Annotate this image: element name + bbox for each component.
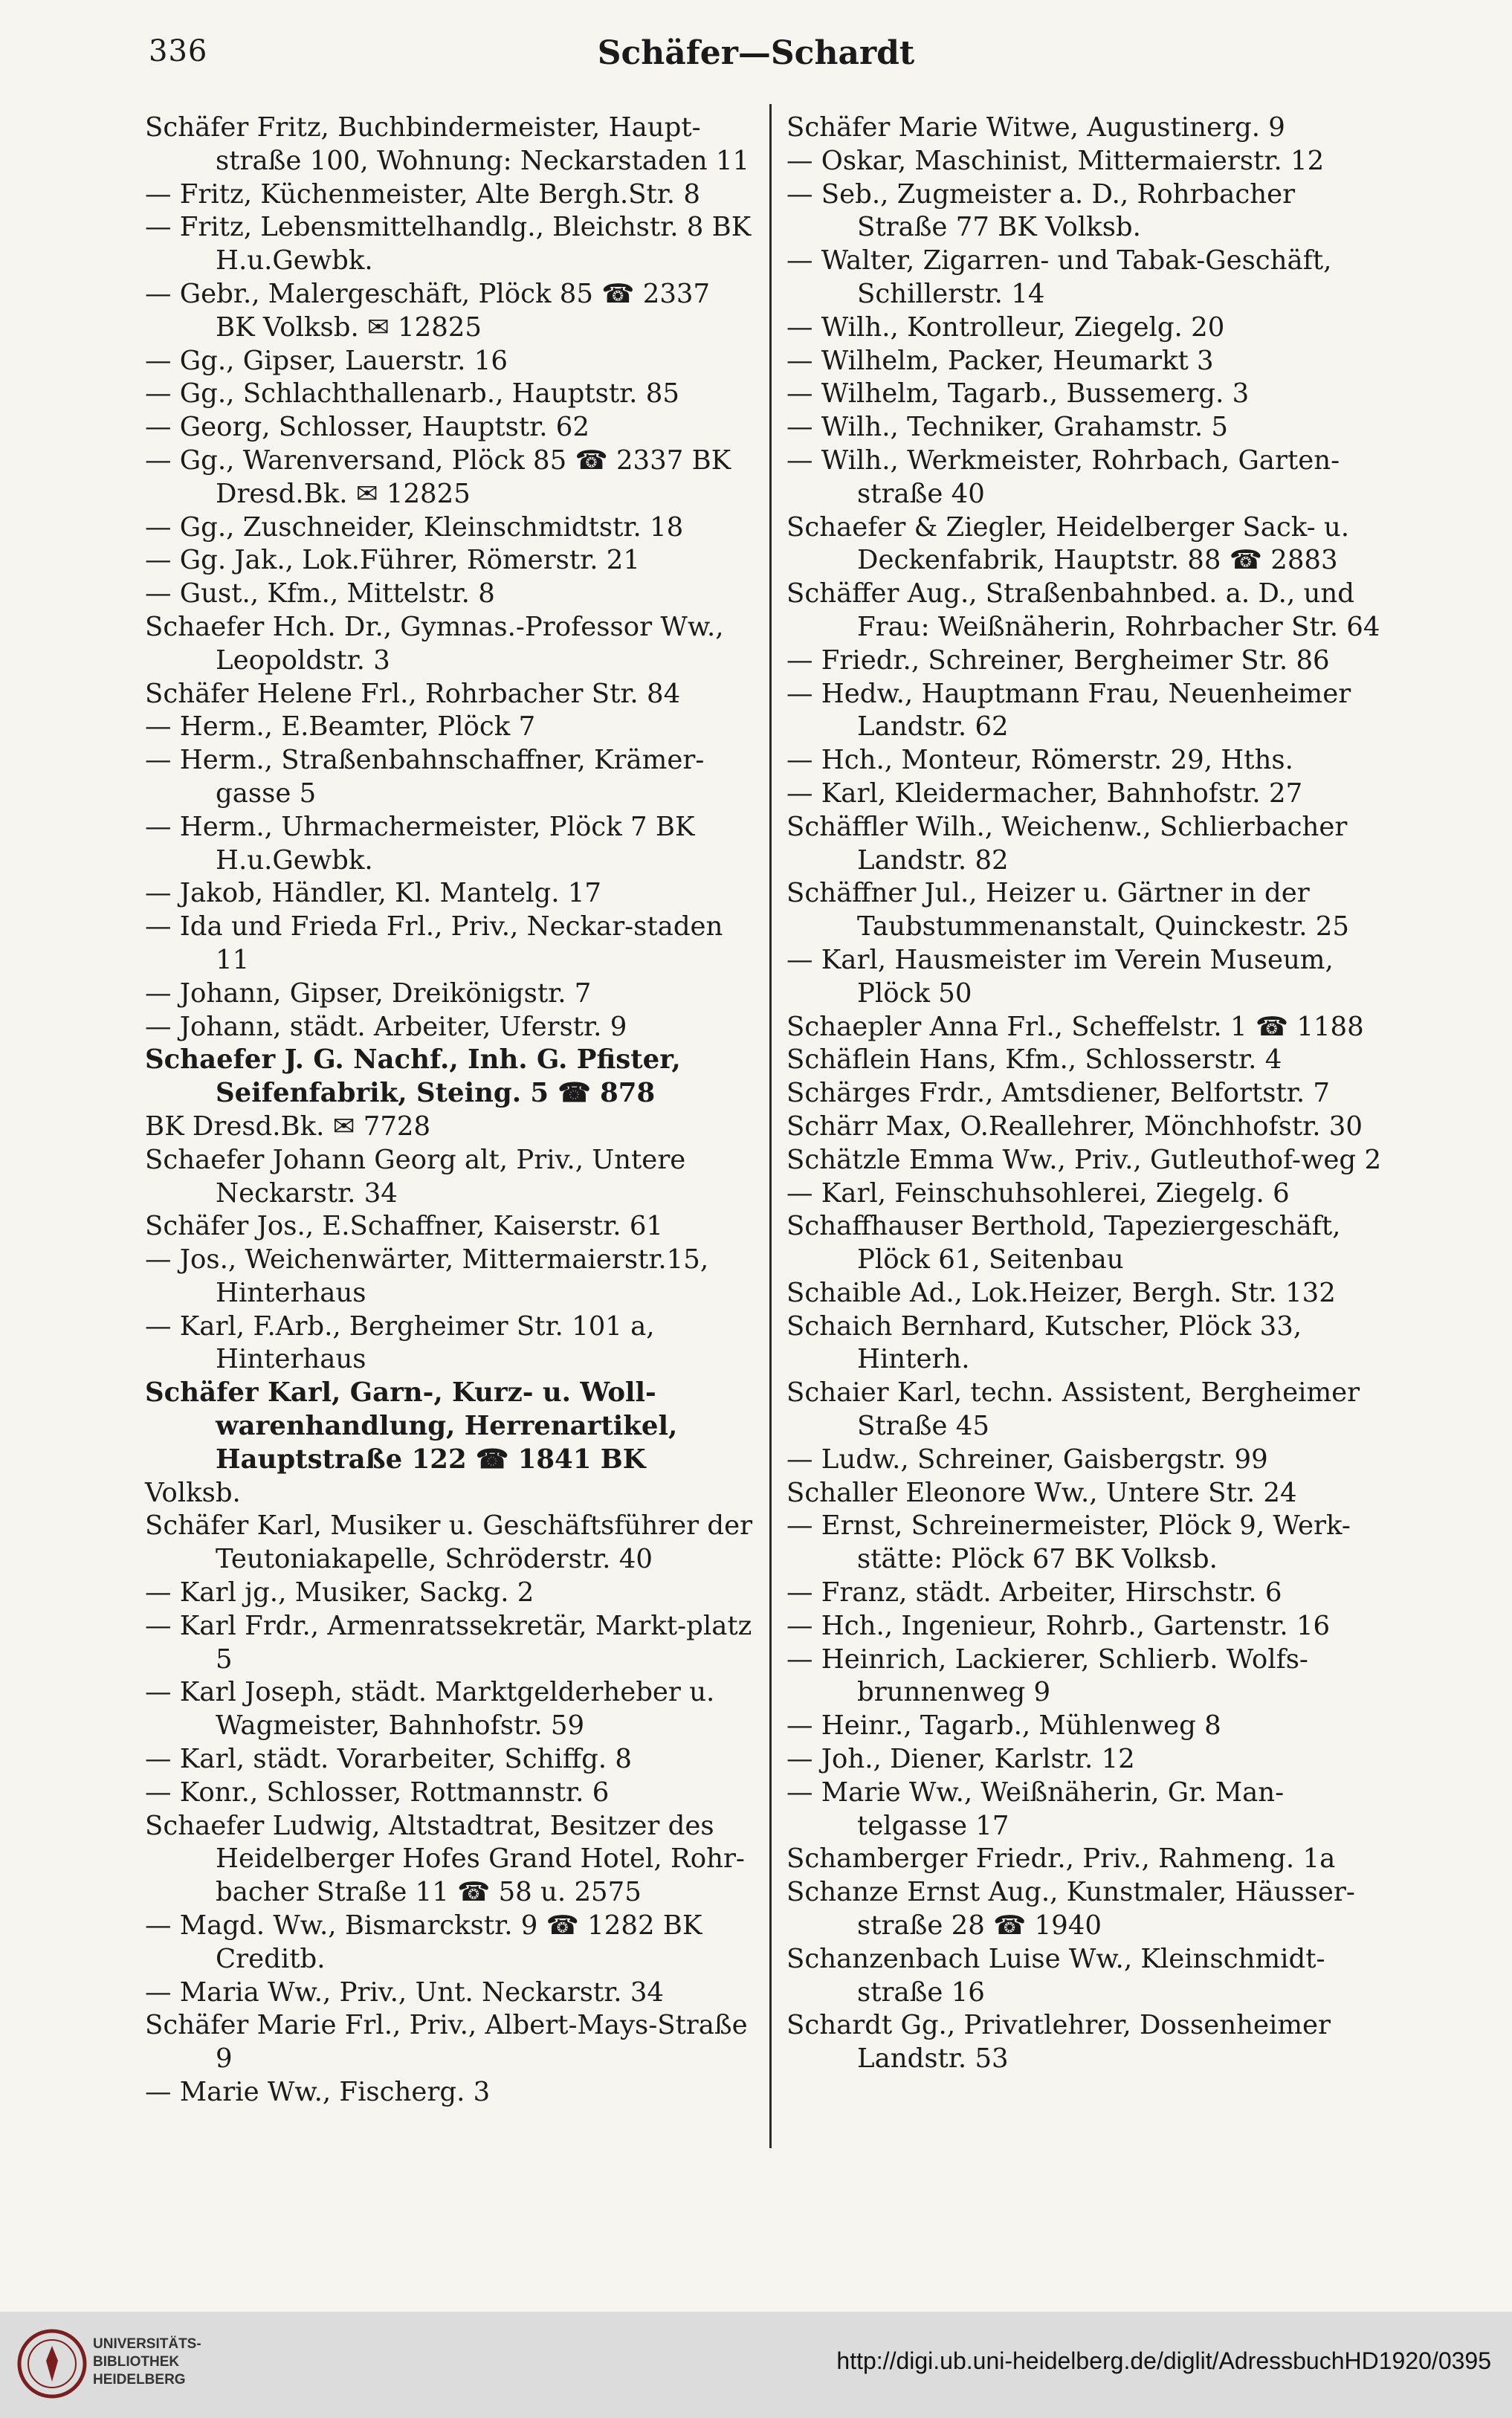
directory-entry: Schäfer Marie Frl., Priv., Albert-Mays-Straße 9 (145, 2010, 748, 2075)
directory-entry: Schäfer Helene Frl., Rohrbacher Str. 84 (145, 678, 681, 709)
directory-entry: — Karl, Hausmeister im Verein Museum, Plöck 50 (786, 944, 1334, 1009)
directory-entry: — Wilhelm, Packer, Heumarkt 3 (786, 345, 1214, 376)
directory-entry: — Wilh., Techniker, Grahamstr. 5 (786, 412, 1229, 443)
directory-entry: — Jos., Weichenwärter, Mittermaierstr.15, Hinterhaus (145, 1244, 709, 1308)
directory-entry: Schaefer Ludwig, Altstadtrat, Besitzer des Heidelberger Hofes Grand Hotel, Rohr-bacher Straße 11 ☎ 58 u. 2575 (145, 1810, 745, 1908)
directory-entry: Schaefer Johann Georg alt, Priv., Untere Neckarstr. 34 (145, 1144, 686, 1209)
directory-entry: — Karl jg., Musiker, Sackg. 2 (145, 1577, 534, 1609)
directory-entry: — Karl Joseph, städt. Marktgelderheber u. Wagmeister, Bahnhofstr. 59 (145, 1677, 715, 1742)
university-seal-icon (15, 2327, 89, 2401)
right-column (786, 111, 1392, 2076)
directory-entry: Schaefer J. G. Nachf., Inh. G. Pfister, Seifenfabrik, Steing. 5 ☎ 878 (145, 1044, 681, 1109)
directory-entry: — Konr., Schlosser, Rottmannstr. 6 (145, 1777, 610, 1808)
directory-entry: Schaich Bernhard, Kutscher, Plöck 33, Hinterh. (786, 1310, 1302, 1375)
running-head: Schäfer—Schardt (597, 34, 915, 72)
directory-entry: — Johann, städt. Arbeiter, Uferstr. 9 (145, 1011, 627, 1042)
directory-entry: — Marie Ww., Fischerg. 3 (145, 2077, 491, 2108)
directory-entry: — Heinr., Tagarb., Mühlenweg 8 (786, 1710, 1221, 1742)
directory-entry: — Fritz, Küchenmeister, Alte Bergh.Str. 8 (145, 178, 700, 210)
directory-entry: — Magd. Ww., Bismarckstr. 9 ☎ 1282 BK Creditb. (145, 1910, 702, 1974)
directory-entry: — Gg., Gipser, Lauerstr. 16 (145, 345, 508, 376)
directory-entry: Schaepler Anna Frl., Scheffelstr. 1 ☎ 1188 (786, 1011, 1364, 1042)
directory-entry: Schäffner Jul., Heizer u. Gärtner in der Taubstummenanstalt, Quinckestr. 25 (786, 878, 1349, 943)
institution-line: UNIVERSITÄTS- (93, 2336, 201, 2352)
directory-entry: — Maria Ww., Priv., Unt. Neckarstr. 34 (145, 1976, 665, 2008)
directory-entry: — Gg. Jak., Lok.Führer, Römerstr. 21 (145, 545, 640, 576)
directory-entry: — Joh., Diener, Karlstr. 12 (786, 1744, 1135, 1775)
directory-entry: Schätzle Emma Ww., Priv., Gutleuthof-weg 2 (786, 1144, 1382, 1175)
directory-entry: — Oskar, Maschinist, Mittermaierstr. 12 (786, 145, 1325, 176)
source-url[interactable]: http://digi.ub.uni-heidelberg.de/diglit/AdressbuchHD1920/0395 (836, 2347, 1491, 2374)
institution-line: BIBLIOTHEK (93, 2354, 180, 2370)
directory-entry: — Seb., Zugmeister a. D., Rohrbacher Straße 77 BK Volksb. (786, 178, 1296, 243)
directory-entry: — Herm., E.Beamter, Plöck 7 (145, 711, 536, 743)
directory-entry: — Friedr., Schreiner, Bergheimer Str. 86 (786, 644, 1330, 676)
directory-entry: Schäffer Aug., Straßenbahnbed. a. D., und Frau: Weißnäherin, Rohrbacher Str. 64 (786, 578, 1380, 642)
directory-entry: Schäffler Wilh., Weichenw., Schlierbacher Landstr. 82 (786, 811, 1348, 876)
directory-entry: Schäfer Karl, Garn-, Kurz- u. Woll-warenhandlung, Herrenartikel, Hauptstraße 122 ☎ 1841 BK (145, 1377, 678, 1475)
directory-entry: Schaller Eleonore Ww., Untere Str. 24 (786, 1477, 1297, 1508)
directory-entry: — Georg, Schlosser, Hauptstr. 62 (145, 412, 589, 443)
directory-entry: Schäfer Marie Witwe, Augustinerg. 9 (786, 112, 1285, 143)
directory-entry: — Marie Ww., Weißnäherin, Gr. Man-telgasse 17 (786, 1777, 1285, 1841)
directory-entry: — Karl, städt. Vorarbeiter, Schiffg. 8 (145, 1744, 632, 1775)
directory-entry: — Johann, Gipser, Dreikönigstr. 7 (145, 977, 592, 1009)
directory-entry: — Franz, städt. Arbeiter, Hirschstr. 6 (786, 1577, 1282, 1609)
directory-entry: — Hedw., Hauptmann Frau, Neuenheimer Landstr. 62 (786, 678, 1351, 743)
directory-entry: BK Dresd.Bk. ✉ 7728 (145, 1111, 431, 1142)
directory-entry: — Karl, F.Arb., Bergheimer Str. 101 a, Hinterhaus (145, 1310, 655, 1375)
directory-entry: — Karl Frdr., Armenratssekretär, Markt-platz 5 (145, 1610, 752, 1675)
page-number: 336 (149, 34, 208, 68)
directory-entry: Schardt Gg., Privatlehrer, Dossenheimer Landstr. 53 (786, 2010, 1331, 2075)
directory-entry: Schaefer Hch. Dr., Gymnas.-Professor Ww., Leopoldstr. 3 (145, 611, 724, 676)
directory-entry: — Wilh., Werkmeister, Rohrbach, Garten-straße 40 (786, 445, 1340, 509)
directory-entry: Schaible Ad., Lok.Heizer, Bergh. Str. 132 (786, 1277, 1336, 1308)
directory-entry: — Herm., Uhrmachermeister, Plöck 7 BK H.u.Gewbk. (145, 811, 695, 876)
directory-entry: Schäfer Karl, Musiker u. Geschäftsführer der Teutoniakapelle, Schröderstr. 40 (145, 1510, 753, 1575)
directory-entry: — Ludw., Schreiner, Gaisbergstr. 99 (786, 1444, 1268, 1475)
directory-entry: — Karl, Kleidermacher, Bahnhofstr. 27 (786, 778, 1303, 809)
directory-entry: Schanzenbach Luise Ww., Kleinschmidt-straße 16 (786, 1943, 1325, 2008)
directory-entry: Schäflein Hans, Kfm., Schlosserstr. 4 (786, 1044, 1282, 1076)
directory-entry: — Heinrich, Lackierer, Schlierb. Wolfs-brunnenweg 9 (786, 1643, 1308, 1708)
directory-entry: — Wilh., Kontrolleur, Ziegelg. 20 (786, 311, 1225, 343)
institution-line: HEIDELBERG (93, 2372, 186, 2388)
directory-entry: — Ernst, Schreinermeister, Plöck 9, Werk-stätte: Plöck 67 BK Volksb. (786, 1510, 1351, 1575)
left-column (145, 111, 755, 2110)
page-header (0, 28, 1512, 80)
directory-entry: — Gg., Schlachthallenarb., Hauptstr. 85 (145, 378, 679, 410)
directory-entry: — Karl, Feinschuhsohlerei, Ziegelg. 6 (786, 1177, 1290, 1209)
directory-entry: — Herm., Straßenbahnschaffner, Krämer-gasse 5 (145, 745, 705, 809)
footer-bar (0, 2312, 1512, 2418)
directory-entry: Schamberger Friedr., Priv., Rahmeng. 1a (786, 1843, 1336, 1875)
directory-entry: Schärr Max, O.Reallehrer, Mönchhofstr. 30 (786, 1111, 1363, 1142)
directory-entry: — Hch., Monteur, Römerstr. 29, Hths. (786, 745, 1293, 776)
column-divider (769, 104, 772, 2148)
directory-entry: — Fritz, Lebensmittelhandlg., Bleichstr. 8 BK H.u.Gewbk. (145, 212, 752, 277)
directory-entry: — Gebr., Malergeschäft, Plöck 85 ☎ 2337 BK Volksb. ✉ 12825 (145, 278, 711, 343)
directory-entry: — Ida und Frieda Frl., Priv., Neckar-staden 11 (145, 911, 723, 975)
directory-entry: — Wilhelm, Tagarb., Bussemerg. 3 (786, 378, 1250, 410)
directory-entry: — Walter, Zigarren- und Tabak-Geschäft, Schillerstr. 14 (786, 245, 1332, 309)
directory-entry: Schanze Ernst Aug., Kunstmaler, Häusser-straße 28 ☎ 1940 (786, 1877, 1355, 1942)
directory-entry: — Hch., Ingenieur, Rohrb., Gartenstr. 16 (786, 1610, 1331, 1641)
directory-entry: — Gust., Kfm., Mittelstr. 8 (145, 578, 495, 610)
directory-entry: — Gg., Zuschneider, Kleinschmidtstr. 18 (145, 511, 684, 543)
directory-entry: Schaffhauser Berthold, Tapeziergeschäft, Plöck 61, Seitenbau (786, 1211, 1341, 1276)
directory-entry: Schäfer Fritz, Buchbindermeister, Haupt-straße 100, Wohnung: Neckarstaden 11 (145, 112, 750, 176)
directory-entry: Schaier Karl, techn. Assistent, Bergheimer Straße 45 (786, 1377, 1360, 1442)
directory-entry: Schärges Frdr., Amtsdiener, Belfortstr. 7 (786, 1078, 1330, 1109)
directory-entry: Volksb. (145, 1477, 241, 1508)
directory-entry: Schaefer & Ziegler, Heidelberger Sack- u. Deckenfabrik, Hauptstr. 88 ☎ 2883 (786, 511, 1350, 576)
directory-entry: — Gg., Warenversand, Plöck 85 ☎ 2337 BK Dresd.Bk. ✉ 12825 (145, 445, 731, 509)
directory-entry: — Jakob, Händler, Kl. Mantelg. 17 (145, 878, 601, 909)
directory-entry: Schäfer Jos., E.Schaffner, Kaiserstr. 61 (145, 1211, 663, 1242)
institution-name (93, 2335, 201, 2389)
